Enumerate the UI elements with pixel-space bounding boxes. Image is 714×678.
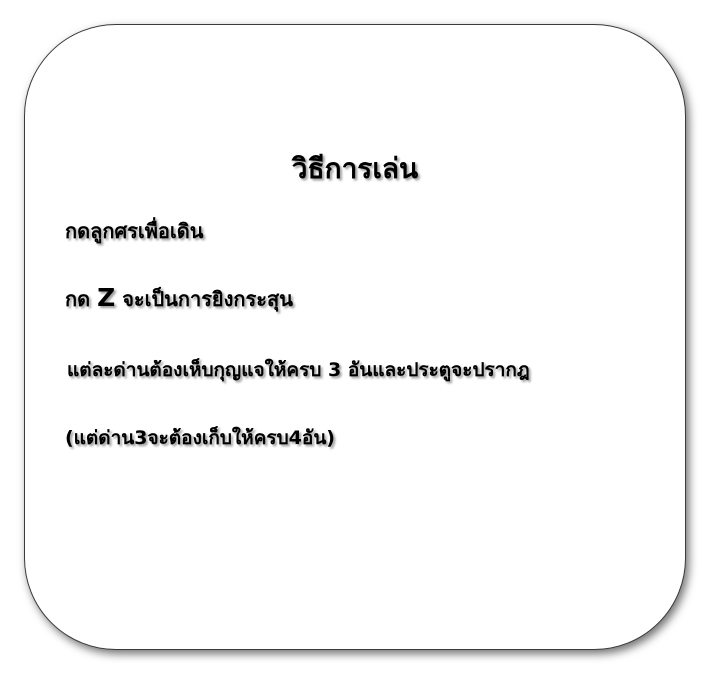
instructions-panel <box>24 24 686 650</box>
shoot-instruction <box>65 283 293 315</box>
shoot-suffix: จะเป็นการยิงกระสุน <box>122 287 293 311</box>
instructions-title: วิธีการเล่น <box>291 152 419 185</box>
collect-keys-instruction: แต่ละด่านต้องเห็บกุญแจให้ครบ 3 อันและประตูจะปรากฎ <box>67 359 530 381</box>
move-instruction: กดลูกศรเพื่อเดิน <box>65 219 204 243</box>
stage3-note: (แต่ด่าน3จะต้องเก็บให้ครบ4อัน) <box>65 427 335 449</box>
shoot-prefix: กด <box>65 287 91 311</box>
shoot-key: Z <box>97 283 116 312</box>
